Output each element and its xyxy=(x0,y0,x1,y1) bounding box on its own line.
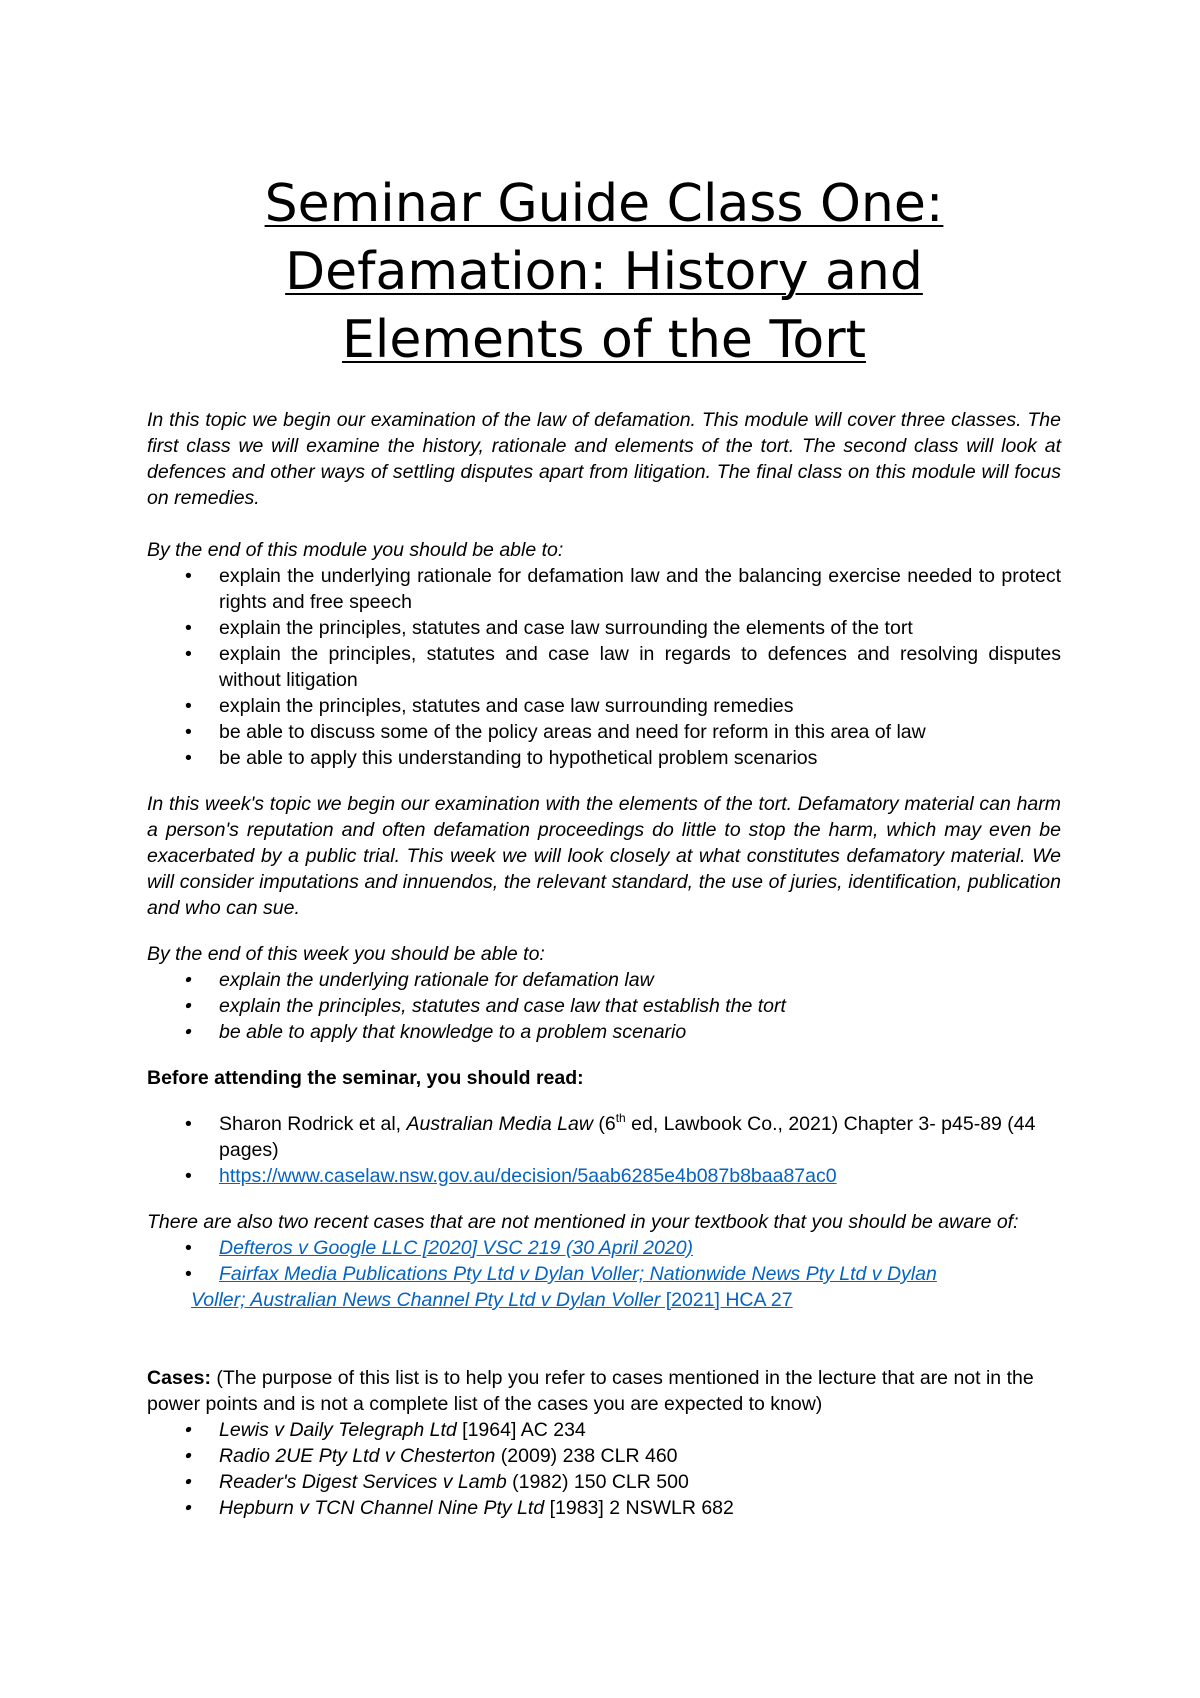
voller-case-citation: [2021] HCA 27 xyxy=(660,1289,793,1311)
case-name: Lewis v Daily Telegraph Ltd xyxy=(219,1419,457,1441)
reading-heading xyxy=(147,1065,1061,1091)
reading-list xyxy=(147,1111,1061,1189)
module-outcomes-list xyxy=(147,563,1061,771)
reading-item-link xyxy=(147,1163,1061,1189)
voller-case-link[interactable] xyxy=(191,1263,937,1311)
case-citation: [1964] AC 234 xyxy=(456,1419,586,1441)
week-outcomes-heading: By the end of this week you should be able to: xyxy=(147,943,545,965)
list-item: • explain the principles, statutes and case law surrounding remedies xyxy=(147,693,1061,719)
list-item: • explain the principles, statutes and case law surrounding the elements of the tort xyxy=(147,615,1061,641)
reading-item-textbook xyxy=(147,1111,1061,1163)
voller-case-line-1: Fairfax Media Publications Pty Ltd v Dylan Voller; Nationwide News Pty Ltd v Dylan xyxy=(219,1263,937,1285)
book-title: Australian Media Law xyxy=(406,1113,593,1135)
week-outcomes-list xyxy=(147,967,1061,1045)
title-line-3: Elements of the Tort xyxy=(342,310,866,370)
recent-cases-list xyxy=(147,1235,1061,1313)
reading-heading-text: Before attending the seminar, you should read: xyxy=(147,1067,584,1089)
case-name: Reader's Digest Services v Lamb xyxy=(219,1471,507,1493)
cases-label: Cases: xyxy=(147,1367,211,1389)
case-item xyxy=(147,1443,1061,1469)
book-details: ed, Lawbook Co., 2021) Chapter 3- p45-89 (44 pages) xyxy=(219,1113,1036,1161)
list-item: • be able to apply this understanding to hypothetical problem scenarios xyxy=(147,745,1061,771)
book-edition: (6 xyxy=(592,1113,616,1135)
case-item xyxy=(147,1495,1061,1521)
list-item: • explain the principles, statutes and case law in regards to defences and resolving disputes without litigation xyxy=(147,641,1061,693)
list-item: • explain the principles, statutes and case law that establish the tort xyxy=(147,993,1061,1019)
cases-paragraph xyxy=(147,1365,1061,1417)
cases-list xyxy=(147,1417,1061,1521)
title-line-2: Defamation: History and xyxy=(285,242,923,302)
case-item xyxy=(147,1469,1061,1495)
recent-cases-intro: There are also two recent cases that are not mentioned in your textbook that you should be aware of: xyxy=(147,1211,1019,1233)
list-item: • explain the underlying rationale for defamation law and the balancing exercise needed to protect rights and free speech xyxy=(147,563,1061,615)
list-item: • explain the underlying rationale for defamation law xyxy=(147,967,1061,993)
caselaw-link[interactable]: https://www.caselaw.nsw.gov.au/decision/5aab6285e4b087b8baa87ac0 xyxy=(219,1165,837,1187)
book-edition-suffix: th xyxy=(615,1111,626,1125)
page-title xyxy=(147,170,1061,374)
title-line-1: Seminar Guide Class One: xyxy=(264,174,944,234)
case-citation: (1982) 150 CLR 500 xyxy=(506,1471,689,1493)
defteros-case-link[interactable]: Defteros v Google LLC [2020] VSC 219 (30 April 2020) xyxy=(219,1237,694,1259)
module-outcomes-heading: By the end of this module you should be able to: xyxy=(147,539,564,561)
case-citation: [1983] 2 NSWLR 682 xyxy=(544,1497,734,1519)
book-author: Sharon Rodrick et al, xyxy=(219,1113,407,1135)
list-item: • be able to discuss some of the policy areas and need for reform in this area of law xyxy=(147,719,1061,745)
recent-case-item xyxy=(147,1261,1061,1313)
recent-case-item xyxy=(147,1235,1061,1261)
case-name: Hepburn v TCN Channel Nine Pty Ltd xyxy=(219,1497,545,1519)
case-name: Radio 2UE Pty Ltd v Chesterton xyxy=(219,1445,496,1467)
week-intro-paragraph: In this week's topic we begin our examination with the elements of the tort. Defamatory material can harm a person's reputation and often defamation proceedings do little to stop the harm, which may even be exacerbated by a public trial. This week we will look closely at what constitutes defamatory material. We will consider imputations and innuendos, the relevant standard, the use of juries, identification, publication and who can sue. xyxy=(147,793,1061,919)
list-item: • be able to apply that knowledge to a problem scenario xyxy=(147,1019,1061,1045)
voller-case-name: Voller; Australian News Channel Pty Ltd v Dylan Voller xyxy=(191,1289,661,1311)
cases-note: (The purpose of this list is to help you refer to cases mentioned in the lecture that are not in the power points and is not a complete list of the cases you are expected to know) xyxy=(147,1367,1034,1415)
voller-case-line-2 xyxy=(191,1289,793,1311)
case-citation: (2009) 238 CLR 460 xyxy=(495,1445,678,1467)
module-intro-paragraph: In this topic we begin our examination of the law of defamation. This module will cover three classes. The first class we will examine the history, rationale and elements of the tort. The second class will look at defences and other ways of settling disputes apart from litigation. The final class on this module will focus on remedies. xyxy=(147,409,1061,509)
document-content xyxy=(147,170,1061,1521)
case-item xyxy=(147,1417,1061,1443)
